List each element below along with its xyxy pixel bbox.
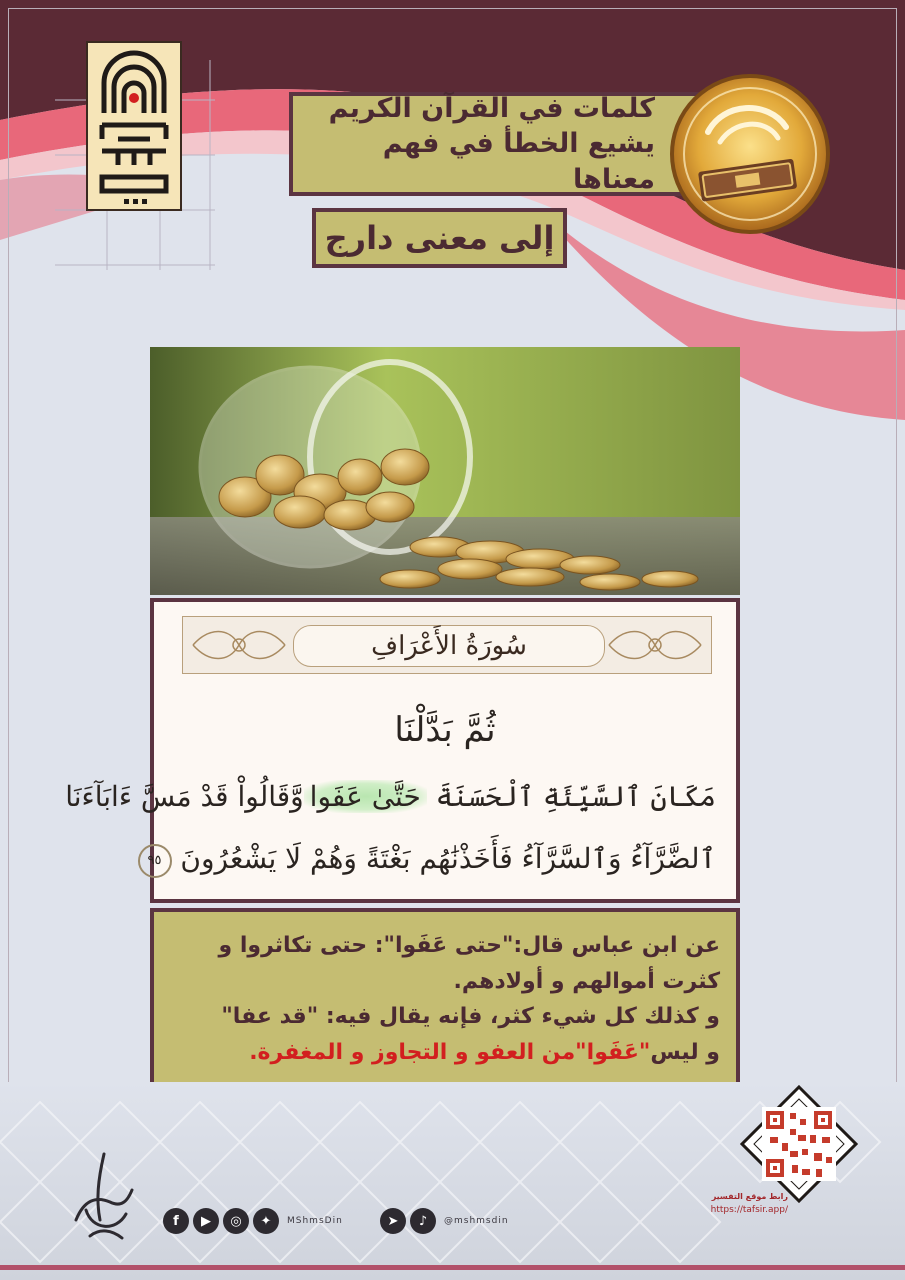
kufic-logo: [86, 41, 182, 211]
surah-header: [182, 616, 712, 674]
social-handle-2: @mshmsdin: [444, 1216, 509, 1226]
verse-line-2-end: وَّقَالُواْ قَدْ مَسَّ ءَابَآءَنَا: [65, 780, 304, 813]
explanation-text: [170, 928, 720, 1071]
title-banner: [289, 92, 699, 196]
coins-jar-photo: [150, 347, 740, 595]
explanation-line-4-emphasis: "عَفَوا"من العفو و التجاوز و المغفرة.: [249, 1039, 651, 1065]
title-line-1: كلمات في القرآن الكريم: [328, 93, 655, 125]
subtitle-banner: [312, 208, 567, 268]
verse-panel: [65, 598, 740, 903]
social-handle-1: MShmsDin: [287, 1216, 343, 1226]
surah-name-frame: [293, 625, 605, 667]
title-line-2: يشيع الخطأ في فهم معناها: [382, 128, 655, 195]
explanation-line-4-prefix: و ليس: [650, 1039, 720, 1065]
twitter-icon[interactable]: ✦: [253, 1208, 279, 1234]
verse-line-3-text: ٱلضَّرَّآءُ وَٱلسَّرَّآءُ فَأَخَذْنَٰهُم بَغْتَةً وَهُمْ لَا يَشْعُرُونَ: [180, 842, 716, 875]
explanation-line-3: و كذلك كل شيء كثر، فإنه يقال فيه: "قد عفا": [221, 1004, 720, 1030]
explanation-panel: [150, 908, 740, 1100]
facebook-icon[interactable]: f: [163, 1208, 189, 1234]
social-row-2: [380, 1207, 509, 1235]
verse-line-3: [147, 842, 716, 878]
quran-book-emblem-icon: [668, 72, 832, 236]
kufic-logo-mark: [88, 43, 180, 209]
verse-line-2: [65, 780, 716, 813]
qr-code[interactable]: [740, 1085, 858, 1203]
surah-name: سُورَةُ الأَعْرَافِ: [371, 631, 527, 661]
qr-caption: رابط موقع التفسير: [711, 1192, 788, 1201]
left-ornament-icon: [189, 623, 289, 667]
verse-line-2-start: مَكَانَ ٱلسَّيِّئَةِ ٱلْحَسَنَةَ: [426, 780, 716, 813]
explanation-line-2: كثرت أموالهم و أولادهم.: [453, 968, 720, 994]
verse-line-1: ثُمَّ بَدَّلْنَا: [394, 710, 496, 750]
qr-url-link[interactable]: https://tafsir.app/: [710, 1205, 788, 1215]
highlighted-word: حَتَّىٰ عَفَوا: [304, 780, 427, 813]
right-ornament-icon: [605, 623, 705, 667]
instagram-icon[interactable]: ◎: [223, 1208, 249, 1234]
ayah-number-badge: ٩٥: [138, 844, 172, 878]
explanation-line-1: عن ابن عباس قال:"حتى عَفَوا": حتى تكاثروا و: [218, 933, 720, 958]
telegram-icon[interactable]: ➤: [380, 1208, 406, 1234]
youtube-icon[interactable]: ▶: [193, 1208, 219, 1234]
explanation-line-4: [170, 1035, 720, 1071]
social-row-1: [163, 1207, 343, 1235]
tiktok-icon[interactable]: ♪: [410, 1208, 436, 1234]
bottom-accent-line: [0, 1265, 905, 1270]
signature-logo-icon: [66, 1150, 140, 1242]
subtitle-text: إلى معنى دارج: [324, 219, 555, 257]
